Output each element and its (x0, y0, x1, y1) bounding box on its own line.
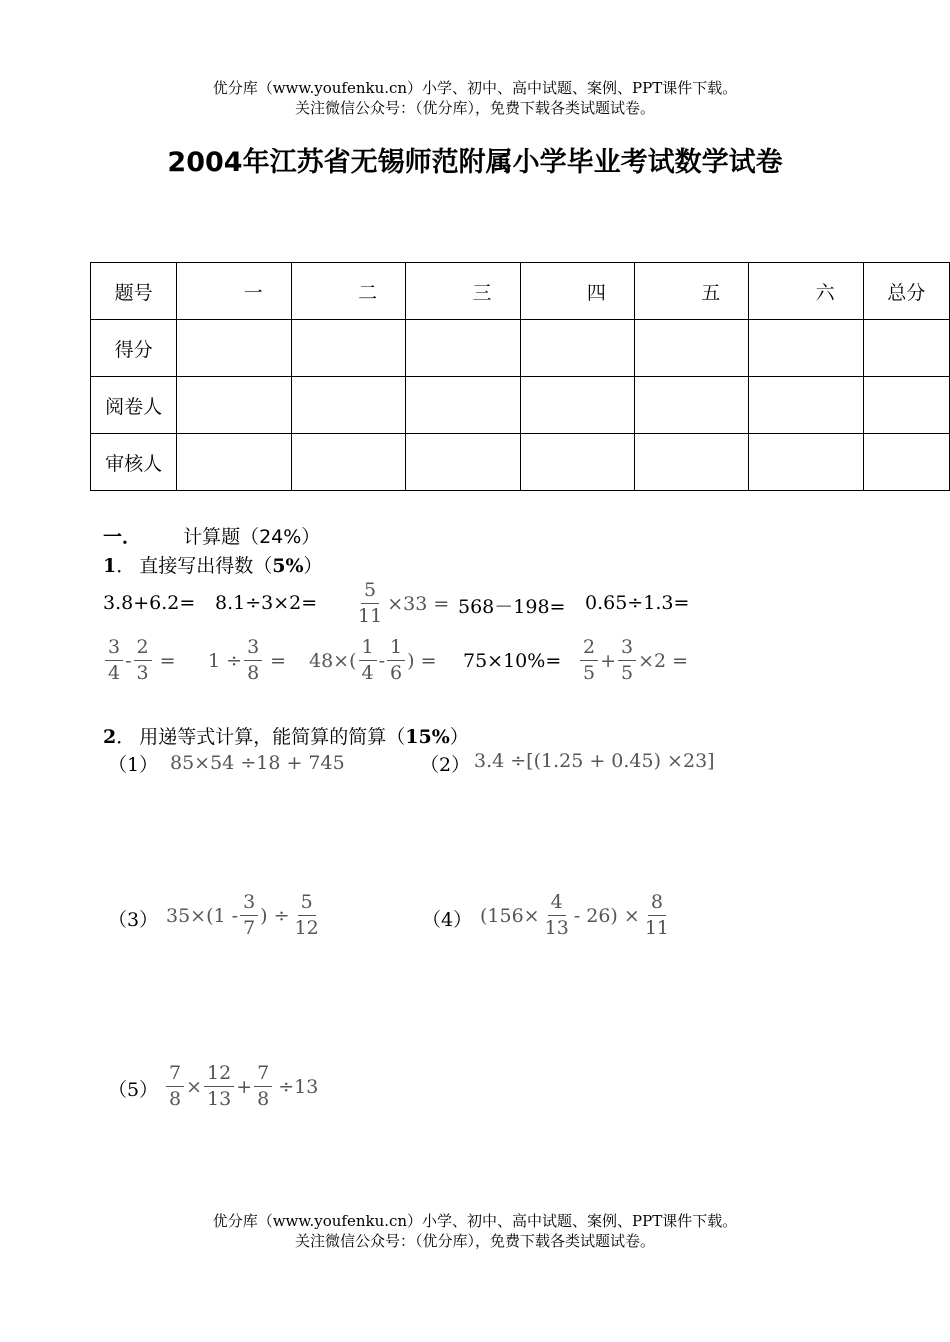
fraction: $\frac{3}{7}$ (240, 893, 258, 938)
score-cell (863, 434, 949, 491)
page-title: 2004年江苏省无锡师范附属小学毕业考试数学试卷 (167, 147, 783, 178)
score-cell (177, 434, 291, 491)
q1-item-a: 3.8+6.2= (103, 592, 196, 614)
q1-item-j: $\frac{2}{5}$ + $\frac{3}{5}$ ×2 = (578, 638, 688, 683)
q1-item-i: 75×10%= (463, 650, 562, 672)
q1-item-d: 568－198= (458, 596, 566, 618)
row-label-reviewer: 审核人 (91, 434, 177, 491)
q1-heading (103, 551, 323, 578)
q2-close: ） (449, 726, 469, 748)
fraction: $\frac{8}{11}$ (644, 891, 669, 939)
q2-heading (103, 722, 469, 749)
q1-close: ） (303, 555, 323, 577)
score-table-row (91, 377, 950, 434)
fraction: $\frac{5}{11}$ (358, 579, 383, 627)
header-cell-6: 六 (749, 263, 863, 320)
q1-item-b: 8.1÷3×2= (215, 592, 318, 614)
score-cell (634, 320, 748, 377)
q2-part-2-label: （2） (420, 754, 471, 776)
score-cell (520, 377, 634, 434)
header-cell-4: 四 (520, 263, 634, 320)
score-cell (634, 377, 748, 434)
fraction: $\frac{2}{5}$ (580, 638, 598, 683)
q1-item-c: $\frac{5}{11}$ ×33 = (353, 581, 449, 626)
header-cell-1: 一 (177, 263, 291, 320)
score-cell (520, 320, 634, 377)
q1-text: 直接写出得数（ (139, 555, 273, 577)
q1-item-h: 48×( $\frac{1}{4}$ - $\frac{1}{6}$ ) = (309, 636, 437, 684)
header-cell-question-no: 题号 (91, 263, 177, 320)
q1-item-e: 0.65÷1.3= (585, 592, 690, 614)
header-line-2: 关注微信公众号：（优分库），免费下载各类试题试卷。 (294, 99, 655, 117)
score-cell (291, 434, 405, 491)
score-cell (634, 434, 748, 491)
row-label-grader: 阅卷人 (91, 377, 177, 434)
q2-percent: 15% (405, 726, 450, 748)
q2-part-3-expr: 35×(1 - $\frac{3}{7}$ ) ÷ $\frac{5}{12}$ (166, 893, 324, 938)
score-cell (406, 434, 520, 491)
score-cell (863, 377, 949, 434)
score-cell (177, 377, 291, 434)
score-cell (749, 320, 863, 377)
score-cell (291, 377, 405, 434)
fraction: $\frac{3}{8}$ (244, 638, 262, 683)
score-cell (863, 320, 949, 377)
section-1-title: 计算题（24%） (183, 526, 321, 548)
score-cell (749, 434, 863, 491)
q1-item-f: $\frac{3}{4}$ - $\frac{2}{3}$ = (103, 638, 176, 683)
q1-item-g: 1 ÷ $\frac{3}{8}$ = (208, 636, 287, 684)
header-cell-3: 三 (406, 263, 520, 320)
fraction: $\frac{4}{13}$ (544, 891, 569, 939)
q2-part-5-expr: $\frac{7}{8}$ × $\frac{12}{13}$ + $\frac{7}{8}$ ÷13 (164, 1064, 318, 1109)
q2-part-4-label: （4） (422, 909, 473, 931)
footer-line-1: 优分库（www.youfenku.cn）小学、初中、高中试题、案例、PPT课件下载。 (212, 1212, 738, 1230)
q1-percent: 5% (272, 555, 304, 577)
fraction: $\frac{7}{8}$ (166, 1064, 184, 1109)
score-cell (291, 320, 405, 377)
q2-part-4-expr: (156× $\frac{4}{13}$ - 26) × $\frac{8}{11}$ (480, 893, 674, 938)
fraction: $\frac{12}{13}$ (204, 1064, 234, 1109)
q2-text: 用递等式计算，能简算的简算（ (139, 726, 406, 748)
q1-number: 1 (103, 555, 117, 577)
q2-part-5-label: （5） (108, 1079, 159, 1101)
q2-part-1-label: （1） (108, 754, 159, 776)
score-cell (406, 377, 520, 434)
header-cell-total: 总分 (863, 263, 949, 320)
fraction: $\frac{3}{5}$ (618, 638, 636, 683)
section-1-number: 一． (103, 526, 142, 548)
fraction: $\frac{2}{3}$ (134, 638, 152, 683)
q2-part-1-expr: 85×54 ÷18 + 745 (170, 752, 345, 774)
score-table-header-row (91, 263, 950, 320)
q2-part-2-expr: 3.4 ÷[(1.25 + 0.45) ×23] (474, 750, 715, 772)
header-line-1: 优分库（www.youfenku.cn）小学、初中、高中试题、案例、PPT课件下载。 (212, 79, 738, 97)
score-cell (177, 320, 291, 377)
fraction: $\frac{5}{12}$ (294, 891, 319, 939)
score-table (90, 262, 950, 491)
fraction: $\frac{1}{6}$ (387, 638, 405, 683)
q2-part-3-label: （3） (108, 909, 159, 931)
row-label-score: 得分 (91, 320, 177, 377)
score-cell (749, 377, 863, 434)
q2-dot: ． (116, 726, 136, 748)
section-1-heading (103, 522, 320, 549)
score-table-row (91, 434, 950, 491)
fraction: $\frac{1}{4}$ (359, 638, 377, 683)
q1-dot: ． (116, 555, 136, 577)
fraction: $\frac{3}{4}$ (105, 638, 123, 683)
header-cell-2: 二 (291, 263, 405, 320)
score-cell (406, 320, 520, 377)
fraction: $\frac{7}{8}$ (254, 1064, 272, 1109)
footer-line-2: 关注微信公众号：（优分库），免费下载各类试题试卷。 (294, 1232, 655, 1250)
q2-number: 2 (103, 726, 117, 748)
header-cell-5: 五 (634, 263, 748, 320)
score-table-row (91, 320, 950, 377)
score-cell (520, 434, 634, 491)
